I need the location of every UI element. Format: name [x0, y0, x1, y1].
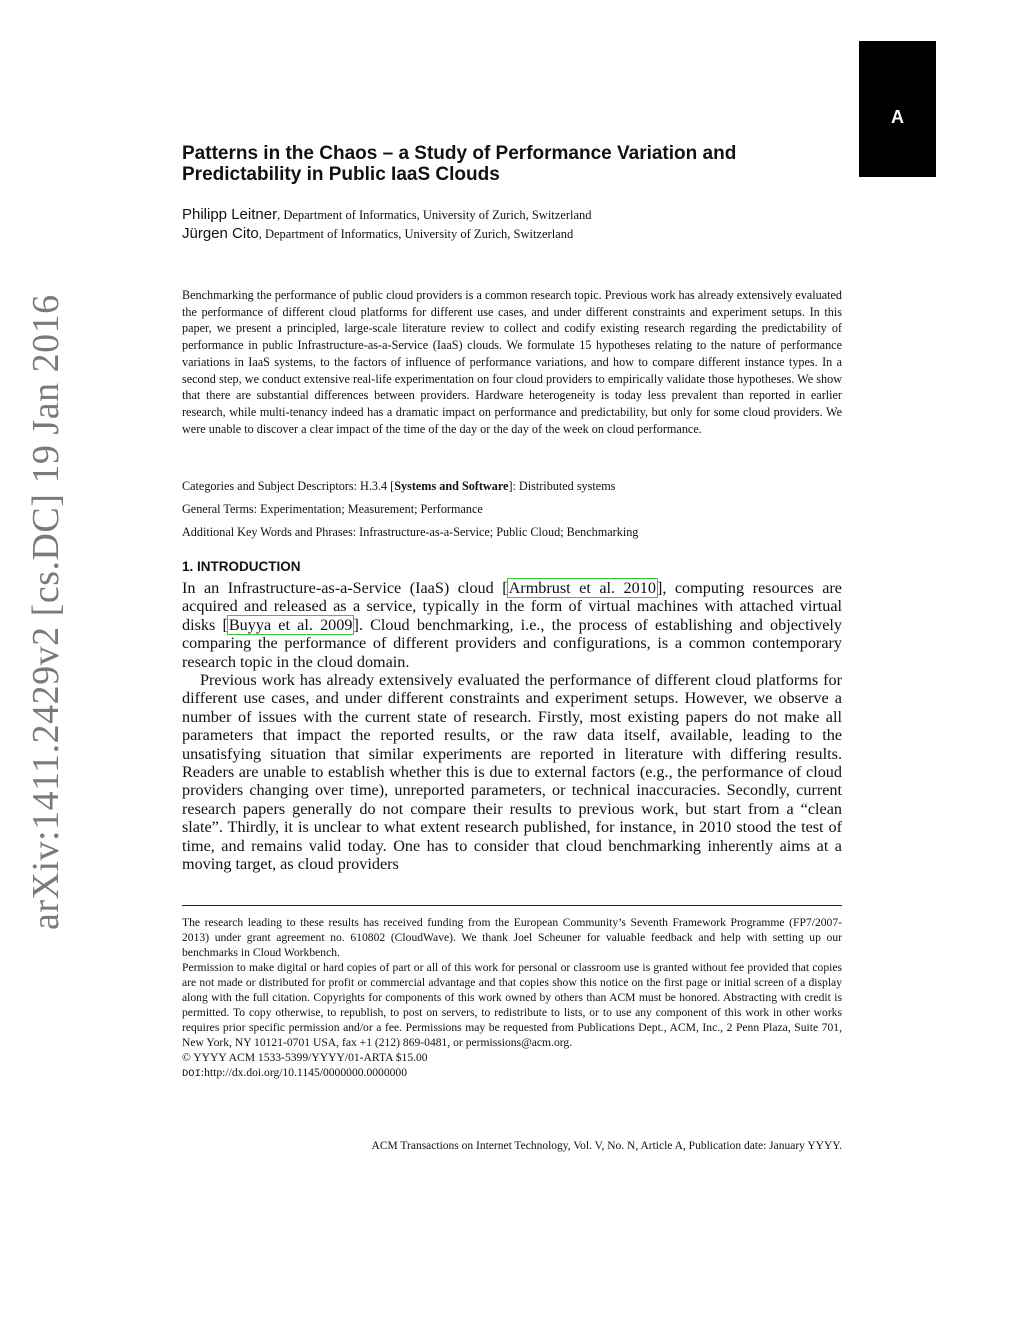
keywords: Additional Key Words and Phrases: Infrastructure-as-a-Service; Public Cloud; Benchmarking	[182, 525, 639, 539]
paragraph	[182, 579, 842, 671]
general-terms: General Terms: Experimentation; Measurement; Performance	[182, 502, 483, 516]
ccs-suffix: ]: Distributed systems	[508, 479, 616, 493]
paragraph: Previous work has already extensively evaluated the performance of different cloud platforms for different use cases, and under different constraints and experiment setups. However, we observe a number of issues with the current state of research. Firstly, most existing papers do not make all parameters that impact the reported results, or the raw data itself, available, leading to the unsatisfying situation that similar experiments are reported in literature with differing results. Readers are unable to establish whether this is due to external factors (e.g., the performance of cloud providers changing over time), unreported parameters, or technical inaccuracies. Secondly, current research papers generally do not compare their results to previous work, but start from a “clean slate”. Thirdly, it is unclear to what extent research published, for instance, in 2010 stood the test of time, and remains valid today. One has to consider that cloud benchmarking inherently aims at a moving target, as cloud providers	[182, 671, 842, 874]
article-letter-tab	[859, 41, 936, 177]
permission-note: Permission to make digital or hard copies of part or all of this work for personal or classroom use is granted without fee provided that copies are not made or distributed for profit or commercial advantage and that copies show this notice on the first page or initial screen of a display along with the full citation. Copyrights for components of this work owned by others than ACM must be honored. Abstracting with credit is permitted. To copy otherwise, to republish, to post on servers, to redistribute to lists, or to use any component of this work in other works requires prior specific permission and/or a fee. Permissions may be requested from Publications Dept., ACM, Inc., 2 Penn Plaza, Suite 701, New York, NY 10121-0701 USA, fax +1 (212) 869-0481, or permissions@acm.org.	[182, 961, 842, 1049]
article-letter: A	[891, 107, 904, 127]
citation-link[interactable]: Buyya et al. 2009	[228, 615, 353, 634]
text-run: ], computing resources are acquired and released as a service, typically in the form of virtual machines with attached virtual disks [	[182, 579, 842, 634]
ccs-prefix: Categories and Subject Descriptors: H.3.4 [	[182, 479, 395, 493]
author-name: Philipp Leitner	[182, 206, 278, 223]
footnote-rule	[182, 905, 842, 906]
doi-label: DOI	[182, 1068, 201, 1080]
author-affiliation: , Department of Informatics, University of Zurich, Switzerland	[277, 208, 592, 222]
author-line	[182, 206, 592, 223]
copyright-line: © YYYY ACM 1533-5399/YYYY/01-ARTA $15.00	[182, 1051, 428, 1064]
abstract: Benchmarking the performance of public cloud providers is a common research topic. Previous work has already extensively evaluated the performance of different cloud platforms for different use cases, and under different constraints and experiment setups. In this paper, we present a principled, large-scale literature review to collect and codify existing research regarding the predictability of performance in public Infrastructure-as-a-Service (IaaS) clouds. We formulate 15 hypotheses relating to the nature of performance variations in IaaS systems, to the factors of influence of performance variations, and how to compare different instance types. In a second step, we conduct extensive real-life experimentation on four cloud providers to empirically validate those hypotheses. We show that there are substantial differences between providers. Hardware heterogeneity is today less prevalent than reported in earlier research, while multi-tenancy indeed has a dramatic impact on performance and predictability, but only for some cloud providers. We were unable to discover a clear impact of the time of the day or the day of the week on cloud performance.	[182, 288, 842, 436]
page-footer: ACM Transactions on Internet Technology, Vol. V, No. N, Article A, Publication date: January YYYY.	[371, 1140, 842, 1152]
funding-note: The research leading to these results has received funding from the European Community’s Seventh Framework Programme (FP7/2007-2013) under grant agreement no. 610802 (CloudWave). We thank Joel Scheuner for valuable feedback and help with setting up our benchmarks in Cloud Workbench.	[182, 916, 842, 959]
text-run: In an Infrastructure-as-a-Service (IaaS) cloud [	[182, 579, 508, 597]
section-heading: 1. INTRODUCTION	[182, 559, 301, 574]
citation-link[interactable]: Armbrust et al. 2010	[508, 579, 656, 597]
paper-title: Patterns in the Chaos – a Study of Performance Variation and Predictability in Public IaaS Clouds	[182, 143, 737, 185]
ccs-bold: Systems and Software	[394, 479, 509, 493]
author-line	[182, 225, 573, 242]
author-name: Jürgen Cito	[182, 225, 259, 242]
doi-line	[182, 1065, 842, 1082]
doi-link[interactable]: :http://dx.doi.org/10.1145/0000000.0000000	[200, 1066, 408, 1079]
text-run: ]. Cloud benchmarking, i.e., the process of establishing and objectively comparing the performance of different providers and configurations, is a common contemporary research topic in the cloud domain.	[182, 615, 842, 671]
ccs-descriptors	[182, 478, 842, 494]
arxiv-identifier-stamp: arXiv:1411.2429v2 [cs.DC] 19 Jan 2016	[25, 294, 67, 930]
footnotes	[182, 915, 842, 1082]
author-affiliation: , Department of Informatics, University of Zurich, Switzerland	[258, 227, 574, 241]
introduction-body	[182, 579, 842, 874]
